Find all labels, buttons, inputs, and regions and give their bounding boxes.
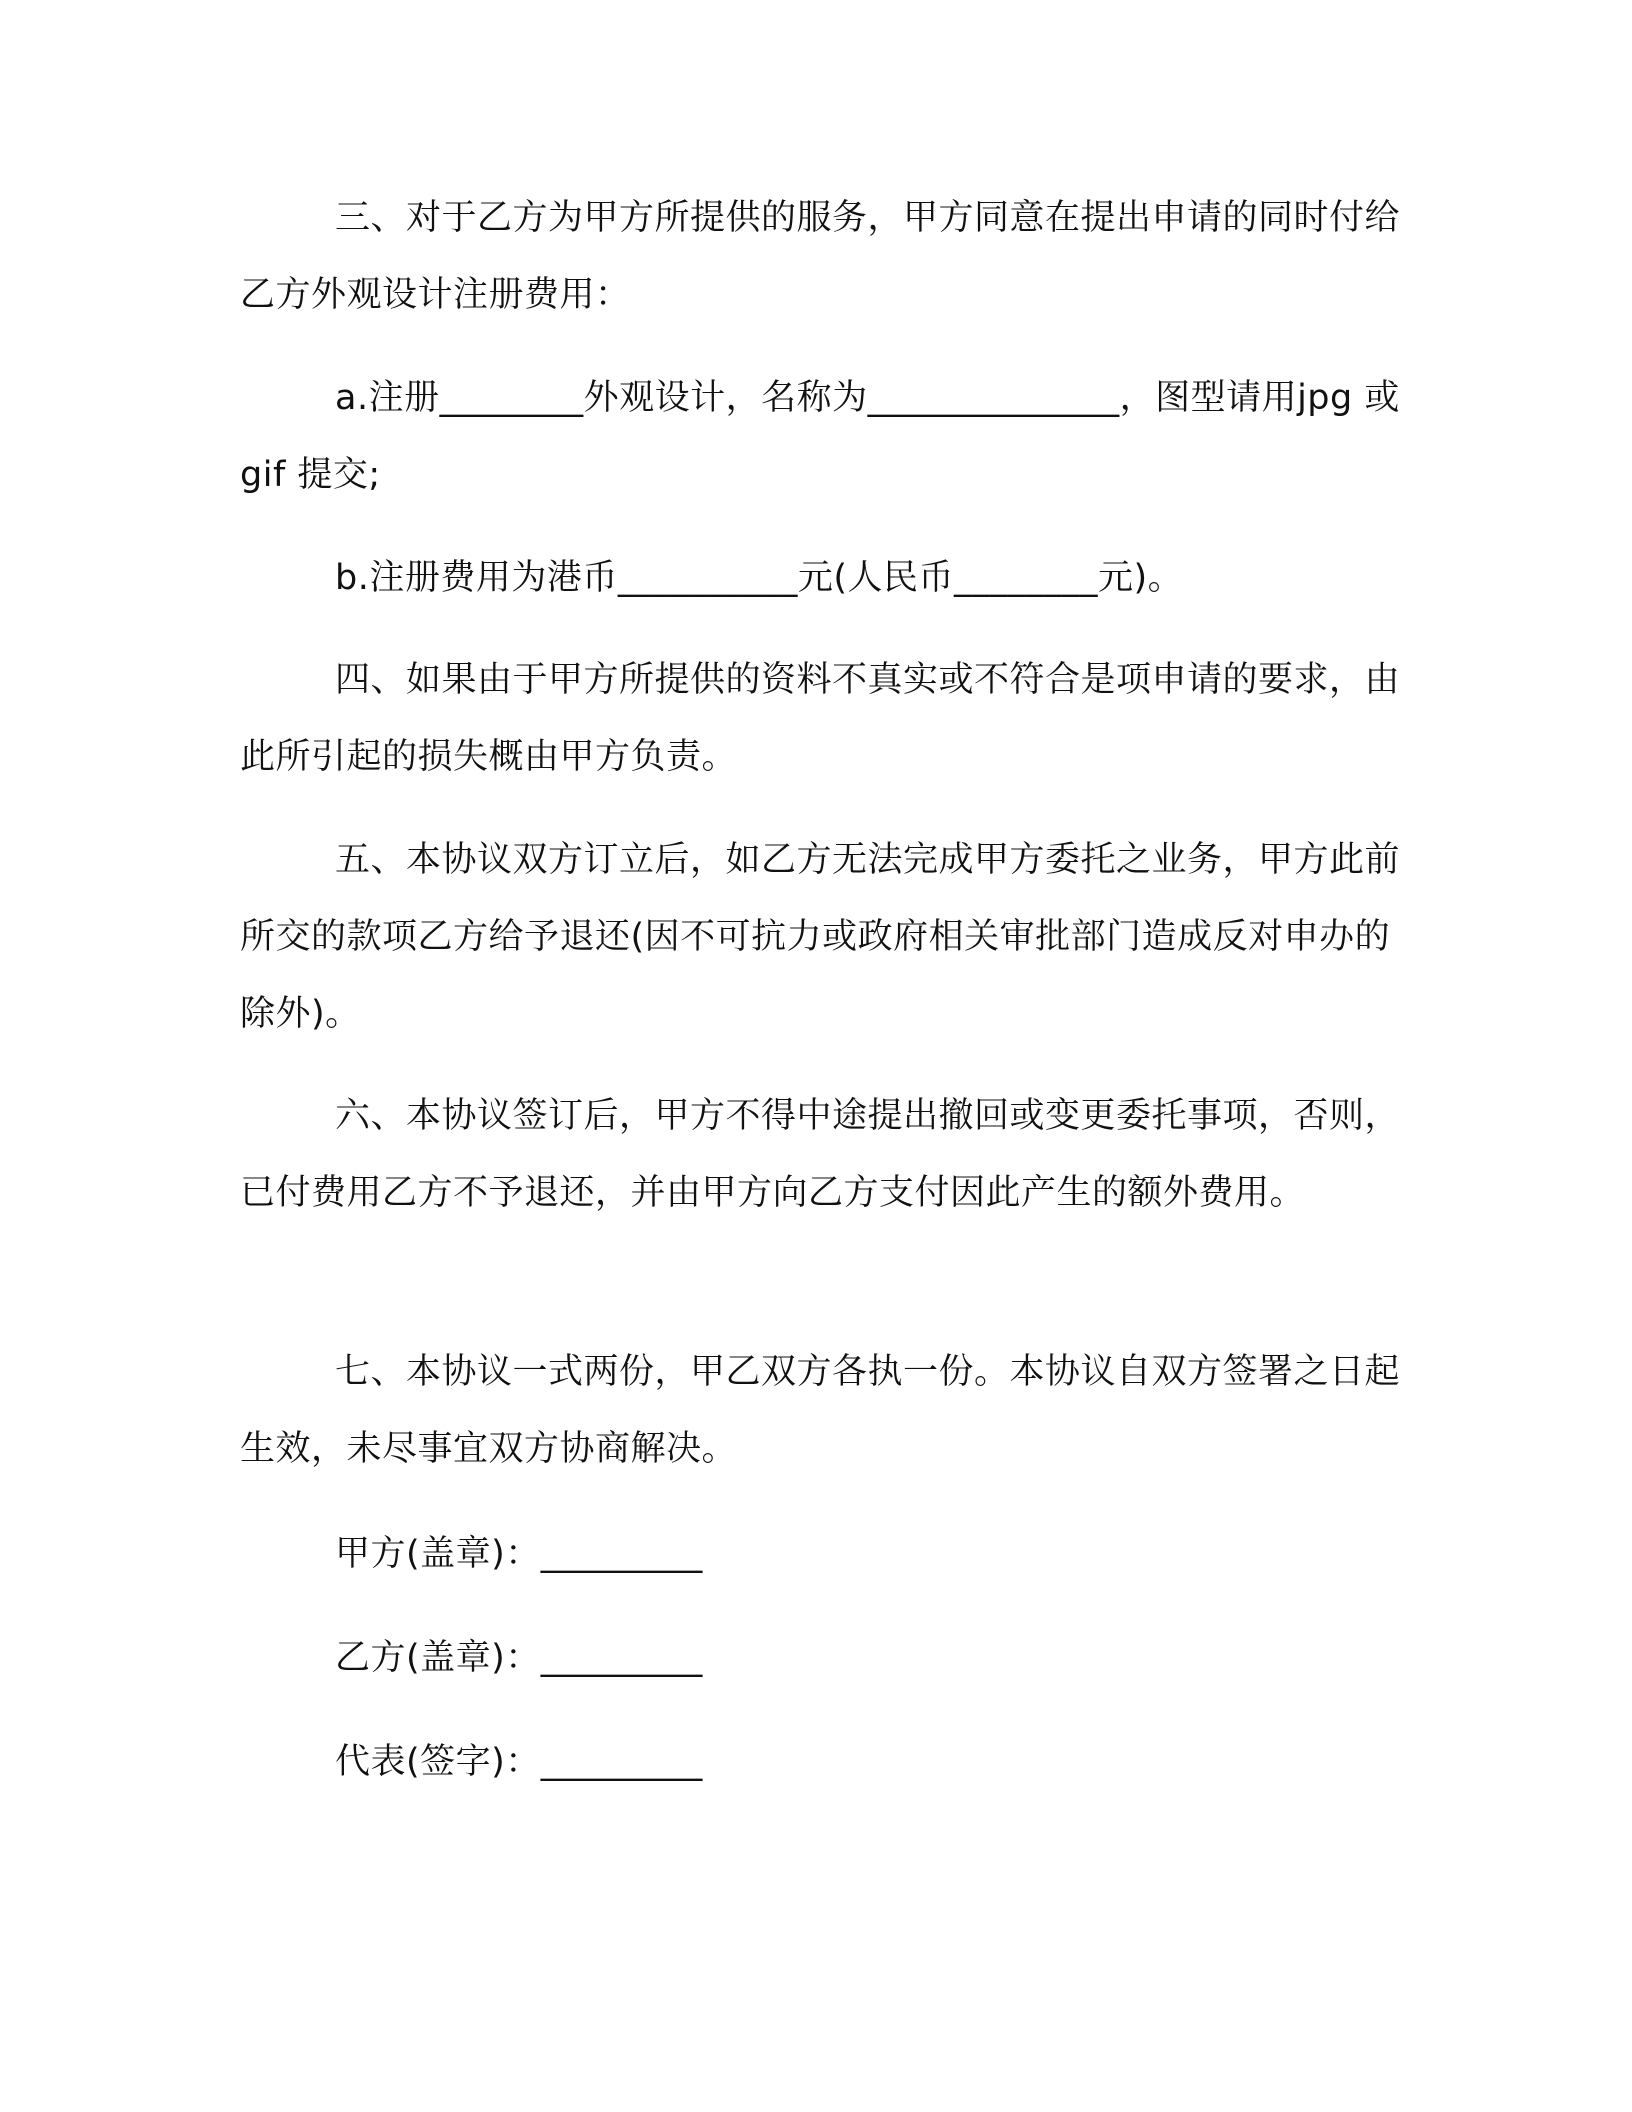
clause-three-item-a: a.注册________外观设计，名称为______________，图型请用jpg 或 gif 提交; (240, 378, 1400, 495)
party-a-seal-line: 甲方(盖章)：_________ (335, 1534, 703, 1574)
clause-six: 六、本协议签订后，甲方不得中途提出撤回或变更委托事项，否则，已付费用乙方不予退还，并由甲方向乙方支付因此产生的额外费用。 (240, 1096, 1401, 1213)
representative-signature-line: 代表(签字)：_________ (335, 1742, 703, 1782)
clause-three: 三、对于乙方为甲方所提供的服务，甲方同意在提出申请的同时付给乙方外观设计注册费用： (240, 198, 1401, 315)
clause-four: 四、如果由于甲方所提供的资料不真实或不符合是项申请的要求，由此所引起的损失概由甲方负责。 (240, 660, 1401, 777)
party-b-seal-line: 乙方(盖章)：_________ (335, 1638, 703, 1678)
clause-five: 五、本协议双方订立后，如乙方无法完成甲方委托之业务，甲方此前所交的款项乙方给予退还(因不可抗力或政府相关审批部门造成反对申办的除外)。 (240, 840, 1401, 1034)
clause-three-item-b: b.注册费用为港币__________元(人民币________元)。 (335, 558, 1184, 598)
clause-seven: 七、本协议一式两份，甲乙双方各执一份。本协议自双方签署之日起生效，未尽事宜双方协商解决。 (240, 1352, 1401, 1469)
